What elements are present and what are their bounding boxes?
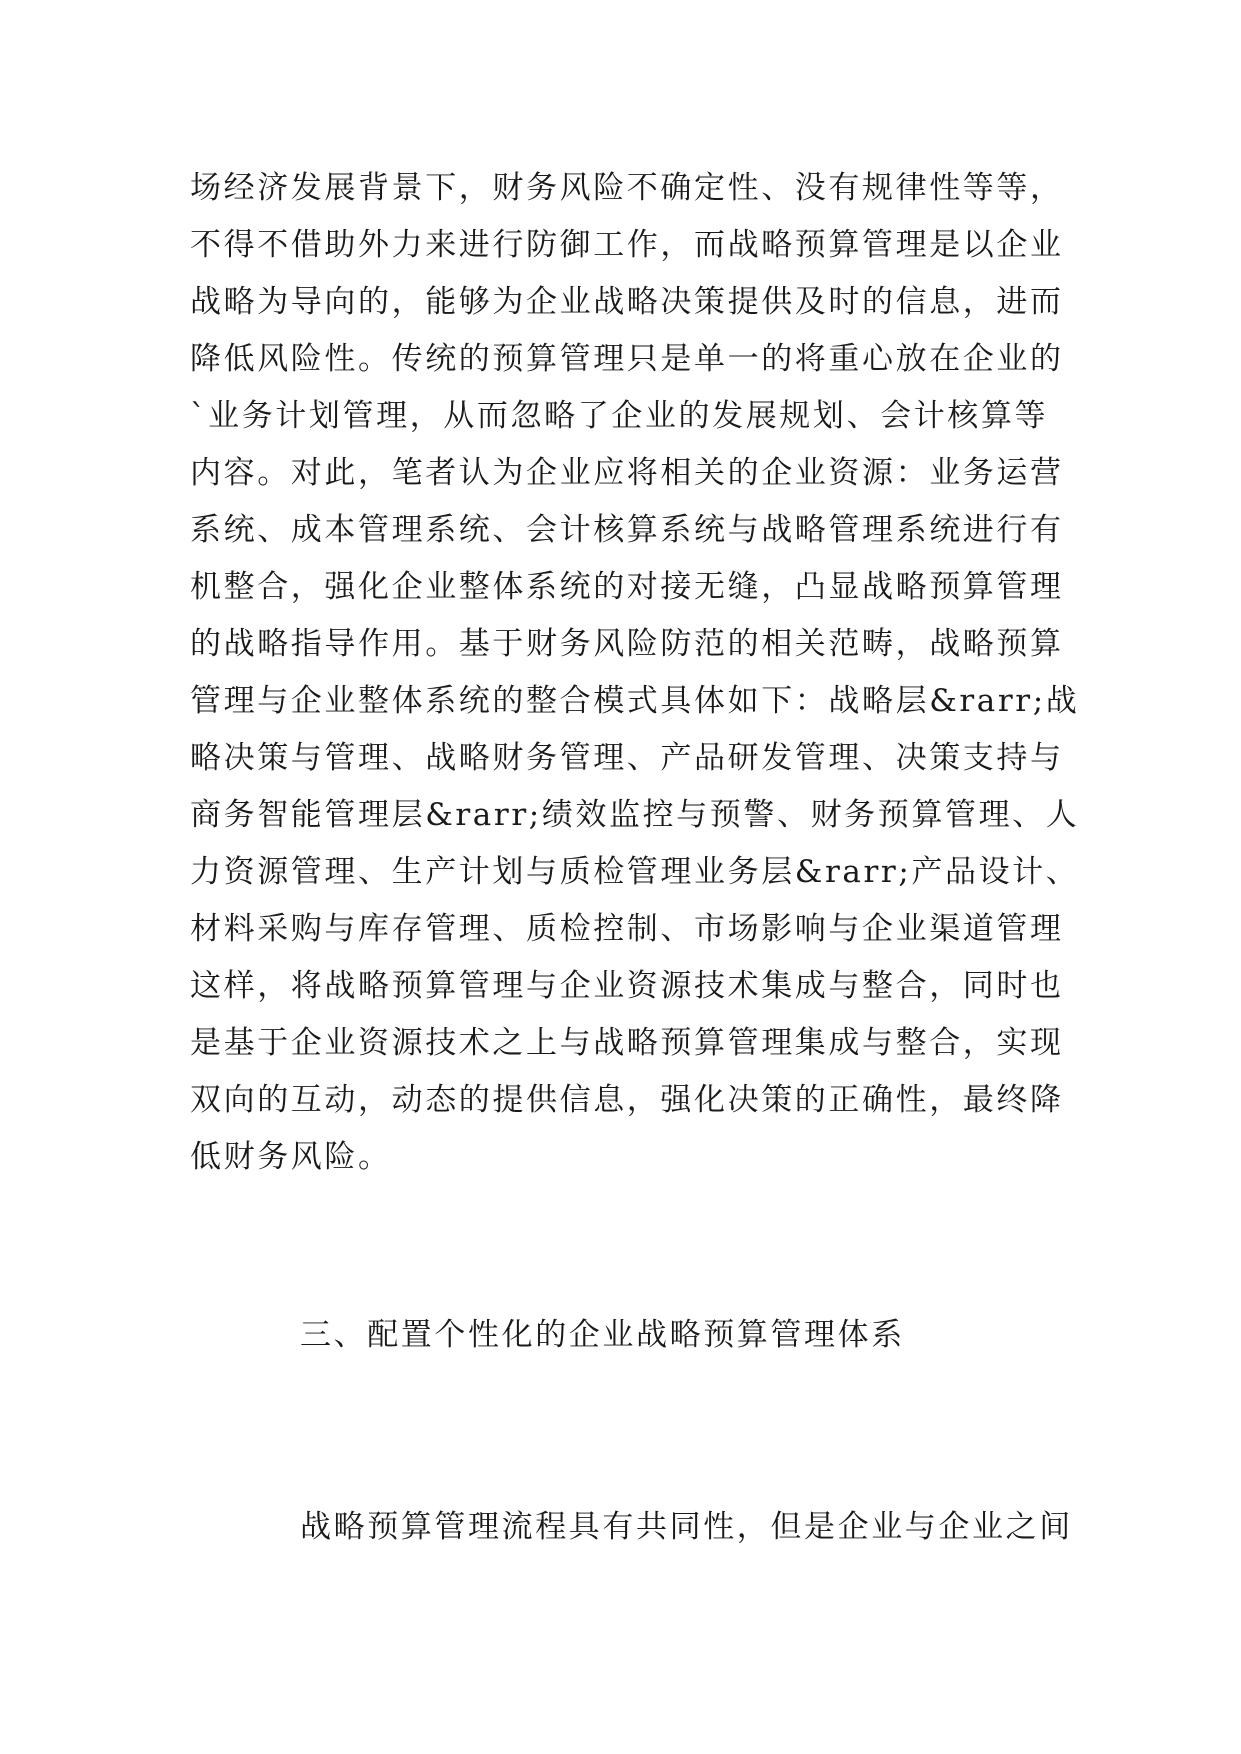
text-line: 低财务风险。 — [190, 1139, 392, 1175]
body-paragraph — [190, 160, 1080, 1186]
text-line: 系统、成本管理系统、会计核算系统与战略管理系统进行有 — [190, 512, 1064, 548]
text-line: 机整合，强化企业整体系统的对接无缝，凸显战略预算管理 — [190, 569, 1064, 605]
body-paragraph-start: 战略预算管理流程具有共同性，但是企业与企业之间 — [300, 1509, 1073, 1545]
text-line: 是基于企业资源技术之上与战略预算管理集成与整合，实现 — [190, 1025, 1064, 1061]
text-line: 这样，将战略预算管理与企业资源技术集成与整合，同时也 — [190, 968, 1064, 1004]
text-line: 商务智能管理层&rarr;绩效监控与预警、财务预算管理、人 — [190, 797, 1080, 833]
text-line: `业务计划管理，从而忽略了企业的发展规划、会计核算等 — [190, 398, 1049, 434]
text-line: 材料采购与库存管理、质检控制、市场影响与企业渠道管理 — [190, 911, 1064, 947]
text-line: 管理与企业整体系统的整合模式具体如下：战略层&rarr;战 — [190, 683, 1080, 719]
text-line: 双向的互动，动态的提供信息，强化决策的正确性，最终降 — [190, 1082, 1064, 1118]
text-line: 略决策与管理、战略财务管理、产品研发管理、决策支持与 — [190, 740, 1064, 776]
text-line: 战略为导向的，能够为企业战略决策提供及时的信息，进而 — [190, 284, 1064, 320]
text-line: 降低风险性。传统的预算管理只是单一的将重心放在企业的 — [190, 341, 1064, 377]
text-line: 内容。对此，笔者认为企业应将相关的企业资源：业务运营 — [190, 455, 1064, 491]
text-line: 不得不借助外力来进行防御工作，而战略预算管理是以企业 — [190, 227, 1064, 263]
text-line: 场经济发展背景下，财务风险不确定性、没有规律性等等， — [190, 170, 1064, 206]
section-heading: 三、配置个性化的企业战略预算管理体系 — [300, 1317, 905, 1353]
text-line: 的战略指导作用。基于财务风险防范的相关范畴，战略预算 — [190, 626, 1064, 662]
text-line: 力资源管理、生产计划与质检管理业务层&rarr;产品设计、 — [190, 854, 1080, 890]
